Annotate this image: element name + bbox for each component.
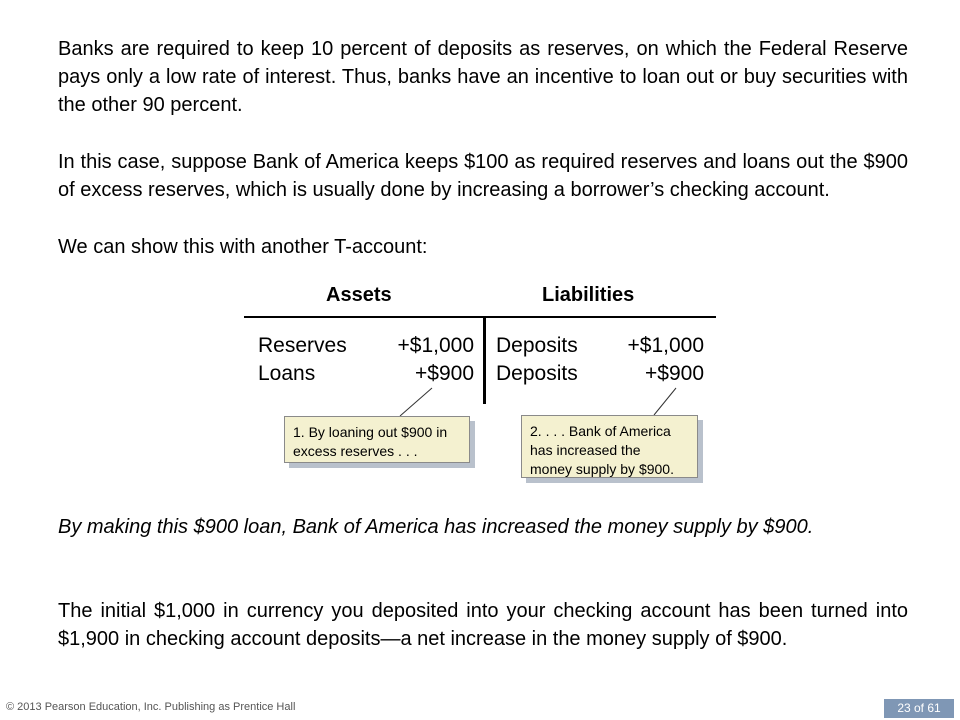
callout-loan [284, 416, 470, 463]
paragraph-net-increase: The initial $1,000 in currency you deposited into your checking account has been turned into $1,900 in checking account deposits—a net increase in the money supply of $900. [58, 600, 908, 650]
t-account [244, 282, 716, 404]
paragraph-money-supply-increase: By making this $900 loan, Bank of America has increased the money supply by $900. [58, 516, 814, 538]
asset-label: Loans [258, 362, 316, 385]
asset-value: +$900 [415, 362, 474, 385]
copyright-footer: © 2013 Pearson Education, Inc. Publishing as Prentice Hall [6, 701, 296, 713]
paragraph-t-account-intro: We can show this with another T-account: [58, 236, 428, 258]
liability-label: Deposits [496, 362, 578, 385]
liability-value: +$900 [645, 362, 704, 385]
callout-text: excess reserves . . . [293, 443, 418, 459]
t-account-vertical-rule [483, 316, 486, 404]
callout-text: has increased the [530, 442, 641, 458]
t-account-horizontal-rule [244, 316, 716, 318]
callout-text: money supply by $900. [530, 461, 674, 477]
callout-text: 2. . . . Bank of America [530, 423, 671, 439]
liability-label: Deposits [496, 334, 578, 357]
callout-money-supply [521, 415, 698, 478]
page-number-badge: 23 of 61 [884, 699, 954, 718]
paragraph-reserves-requirement: Banks are required to keep 10 percent of deposits as reserves, on which the Federal Reserve pays only a low rate of interest. Thus, banks have an incentive to loan out or buy securities with the other 90 percent. [58, 38, 908, 116]
asset-value: +$1,000 [397, 334, 474, 357]
callout-text: 1. By loaning out $900 in [293, 424, 448, 440]
liability-value: +$1,000 [627, 334, 704, 357]
assets-header: Assets [326, 284, 392, 306]
paragraph-bank-of-america-loan: In this case, suppose Bank of America keeps $100 as required reserves and loans out the $900 of excess reserves, which is usually done by increasing a borrower’s checking account. [58, 151, 908, 201]
liabilities-header: Liabilities [542, 284, 635, 306]
asset-label: Reserves [258, 334, 347, 357]
